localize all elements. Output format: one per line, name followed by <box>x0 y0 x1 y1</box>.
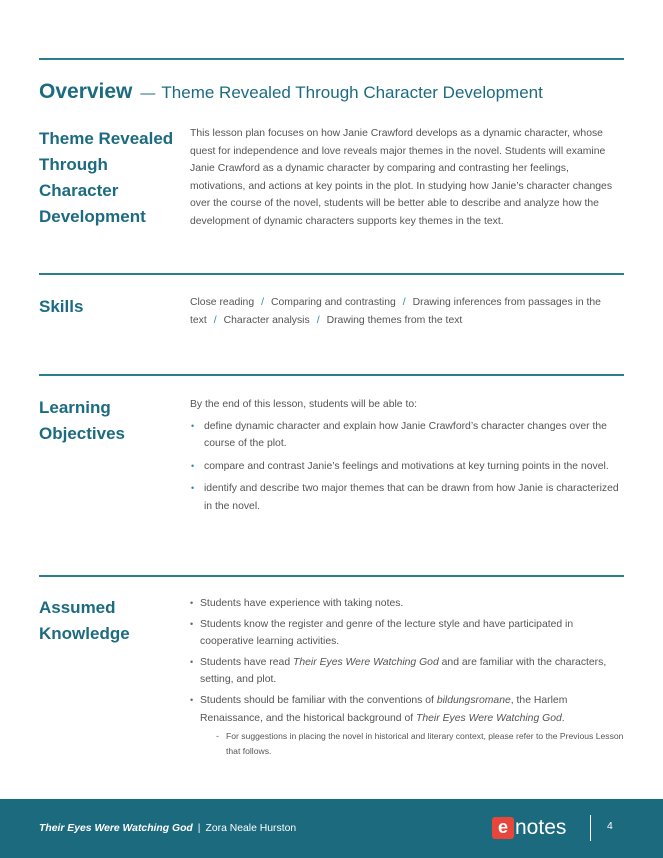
skill-item: Drawing themes from the text <box>326 314 463 326</box>
skill-separator: / <box>261 297 265 308</box>
objectives-list <box>190 418 626 516</box>
objectives-label-line: Objectives <box>39 424 125 443</box>
objectives-body <box>190 396 626 521</box>
title-overview: Overview <box>39 80 133 103</box>
knowledge-list <box>190 595 626 759</box>
skill-separator: / <box>213 314 217 326</box>
enotes-logo <box>492 814 576 842</box>
list-item <box>190 692 626 759</box>
theme-label-line: Through <box>39 155 108 174</box>
text-run: . <box>561 712 565 724</box>
sub-list-item: - For suggestions in placing the novel in historical and literary context, please refer to the Previous Lesson that follows. <box>200 729 626 759</box>
footer-separator: | <box>197 823 201 834</box>
page-footer <box>0 799 663 858</box>
title-subtitle: Theme Revealed Through Character Development <box>161 83 543 102</box>
text-run: Students should be familiar with the conventions of <box>200 694 437 706</box>
theme-label-line: Theme Revealed <box>39 129 174 148</box>
objectives-section-label <box>39 395 179 447</box>
footer-author: Zora Neale Hurston <box>205 823 297 834</box>
list-item: • compare and contrast Janie’s feelings and motivations at key turning points in the novel. <box>190 458 626 476</box>
book-title-italic: Their Eyes Were Watching God <box>293 656 439 668</box>
logo-e-icon: e <box>492 817 514 839</box>
footer-divider <box>590 815 591 841</box>
knowledge-sublist <box>200 729 626 759</box>
theme-label-line: Character <box>39 181 119 200</box>
text-run: Students have read <box>200 656 294 668</box>
list-item: • Students know the register and genre of the lecture style and have participated in cooperative learning activities. <box>190 616 626 651</box>
divider-objectives <box>39 374 624 376</box>
skill-item: Comparing and contrasting <box>271 297 396 308</box>
skill-item: Character analysis <box>223 314 310 326</box>
theme-section-body: This lesson plan focuses on how Janie Crawford develops as a dynamic character, whose quest for independence and love reveals major themes in the novel. Students will examine Janie Crawford as a dynamic character by comparing and contrasting her feelings, motivations, and actions at key points in the plot. In studying how Janie’s character changes over the course of the novel, students will be better able to describe and analyze how the development of dynamic characters supports key themes in the text. <box>190 128 613 227</box>
divider-knowledge <box>39 575 624 577</box>
term-italic: bildungsromane <box>436 694 511 706</box>
text-run: and are familiar with the characters, setting, and plot. <box>200 656 607 686</box>
objectives-intro: By the end of this lesson, students will be able to: <box>190 399 417 410</box>
theme-section-label <box>39 126 179 230</box>
logo-wordmark: notes <box>515 816 567 839</box>
top-divider <box>39 58 624 60</box>
skill-item: Close reading <box>190 297 255 308</box>
skills-list <box>190 294 626 329</box>
theme-label-line: Development <box>39 207 146 226</box>
footer-book-title: Their Eyes Were Watching God <box>39 823 193 834</box>
page-title <box>39 80 543 104</box>
knowledge-label-line: Knowledge <box>39 624 130 643</box>
list-item: • Students have experience with taking notes. <box>190 595 626 613</box>
footer-book-info <box>39 823 296 834</box>
list-item <box>190 654 626 689</box>
skill-separator: / <box>316 314 320 326</box>
list-item: • define dynamic character and explain how Janie Crawford’s character changes over the course of the plot. <box>190 418 626 453</box>
text-run: , the Harlem Renaissance, and the historical background of <box>200 694 568 724</box>
title-dash: — <box>140 85 156 102</box>
page-number: 4 <box>607 821 613 832</box>
knowledge-section-label <box>39 595 179 647</box>
divider-skills <box>39 273 624 275</box>
list-item: • identify and describe two major themes that can be drawn from how Janie is characterized in the novel. <box>190 480 626 515</box>
knowledge-body <box>190 595 626 762</box>
book-title-italic: Their Eyes Were Watching God <box>416 712 562 724</box>
knowledge-label-line: Assumed <box>39 598 116 617</box>
skills-section-label: Skills <box>39 297 84 316</box>
objectives-label-line: Learning <box>39 398 111 417</box>
skill-separator: / <box>402 297 406 308</box>
skill-item: Drawing inferences from passages in the text <box>190 297 601 326</box>
